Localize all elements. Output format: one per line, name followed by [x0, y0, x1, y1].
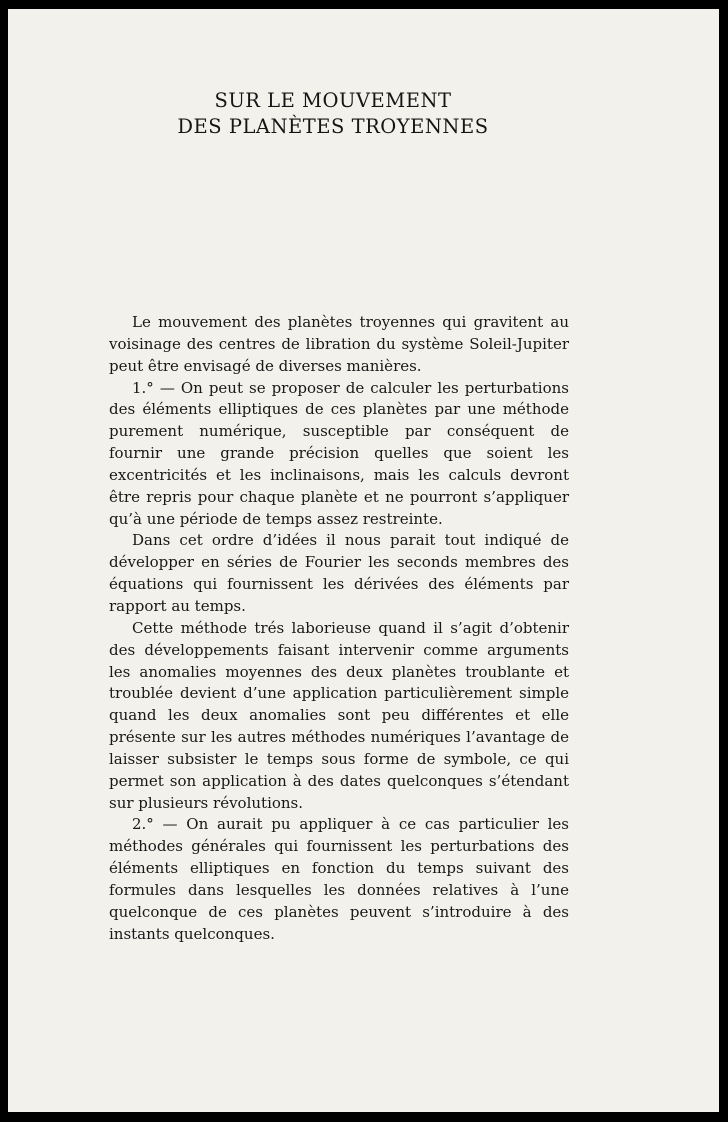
paragraph-4: Cette méthode trés laborieuse quand il s’agit d’obtenir des développements faisant intervenir comme arguments les anomalies moyennes des deux planètes troublante et troublée devient d’une application particulièrement simple quand les deux anomalies sont peu différentes et elle présente sur les autres méthodes numériques l’avantage de laisser subsister le temps sous forme de symbole, ce qui permet son application à des dates quelconques s’étendant sur plusieurs révolutions.: [109, 618, 569, 812]
article-title: [8, 88, 658, 140]
paragraph-1: Le mouvement des planètes troyennes qui gravitent au voisinage des centres de libration du système Soleil-Jupiter peut être envisagé de diverses manières.: [109, 313, 569, 375]
article-body: [109, 312, 569, 945]
paragraph-5: 2.° — On aurait pu appliquer à ce cas particulier les méthodes générales qui fournissent les perturbations des éléments elliptiques en fonction du temps suivant des formules dans lesquelles les données relatives à l’une quelconque de ces planètes peuvent s’introduire à des instants quelconques.: [109, 815, 569, 943]
title-line-2: DES PLANÈTES TROYENNES: [177, 115, 489, 138]
paragraph-2: 1.° — On peut se proposer de calculer les perturbations des éléments elliptiques de ces planètes par une méthode purement numérique, susceptible par conséquent de fournir une grande précision quelles que soient les excentricités et les inclinaisons, mais les calculs devront être repris pour chaque planète et ne pourront s’appliquer qu’à une période de temps assez restreinte.: [109, 378, 569, 528]
paragraph-3: Dans cet ordre d’idées il nous parait tout indiqué de développer en séries de Fourier les seconds membres des équations qui fournissent les dérivées des éléments par rapport au temps.: [109, 531, 569, 615]
paper-page: [8, 9, 719, 1112]
title-line-1: SUR LE MOUVEMENT: [214, 89, 452, 112]
